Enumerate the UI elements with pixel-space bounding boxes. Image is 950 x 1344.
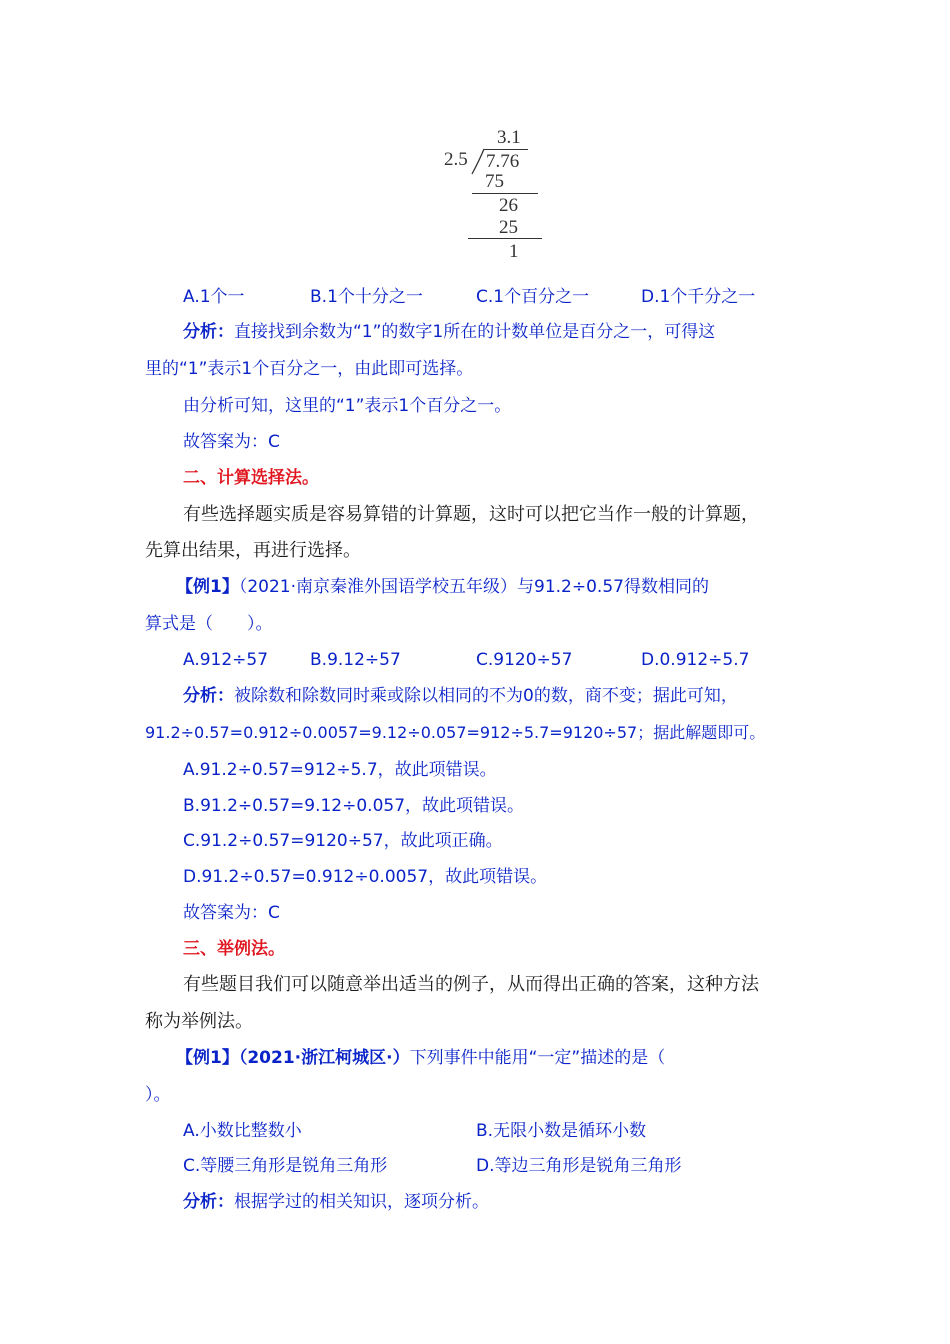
q0-option-d[interactable]: D.1个千分之一 xyxy=(641,287,756,307)
section2-heading: 二、计算选择法。 xyxy=(183,468,319,488)
ex1-check-a: A.91.2÷0.57=912÷5.7，故此项错误。 xyxy=(183,760,497,780)
ex1-stem-line2: 算式是（ ）。 xyxy=(145,614,273,634)
section2-intro-line1: 有些选择题实质是容易算错的计算题，这时可以把它当作一般的计算题， xyxy=(183,504,759,525)
division-dividend: 7.76 xyxy=(486,151,520,172)
ex2-option-c[interactable]: C.等腰三角形是锐角三角形 xyxy=(183,1156,388,1176)
ex1-option-a[interactable]: A.912÷57 xyxy=(183,650,269,670)
division-rule-2 xyxy=(468,238,542,239)
ex2-option-d[interactable]: D.等边三角形是锐角三角形 xyxy=(476,1156,682,1176)
section3-intro-line1: 有些题目我们可以随意举出适当的例子，从而得出正确的答案，这种方法 xyxy=(183,974,759,995)
ex1-option-d[interactable]: D.0.912÷5.7 xyxy=(641,650,750,670)
q0-option-b[interactable]: B.1个十分之一 xyxy=(310,287,423,307)
ex1-stem-text: （2021·南京秦淮外国语学校五年级）与91.2÷0.57得数相同的 xyxy=(238,577,709,597)
q0-answer: 故答案为：C xyxy=(183,432,280,452)
q0-analysis-line2: 里的“1”表示1个百分之一，由此即可选择。 xyxy=(145,359,474,379)
ex2-stem-line1 xyxy=(176,1047,665,1069)
ex2-stem-line2: ）。 xyxy=(145,1085,171,1105)
ex2-analysis xyxy=(183,1191,489,1213)
q0-option-c[interactable]: C.1个百分之一 xyxy=(476,287,590,307)
division-quotient: 3.1 xyxy=(497,127,521,148)
q0-analysis-text: 直接找到余数为“1”的数字1所在的计数单位是百分之一，可得这 xyxy=(234,322,716,342)
q0-analysis-line1 xyxy=(183,321,715,343)
q0-analysis-label: 分析： xyxy=(183,322,234,342)
ex2-tag: 【例1】 xyxy=(176,1048,239,1068)
division-bar xyxy=(484,149,528,150)
ex1-check-c: C.91.2÷0.57=9120÷57，故此项正确。 xyxy=(183,831,503,851)
ex2-stem-text: 下列事件中能用“一定”描述的是（ xyxy=(409,1048,666,1068)
division-step-25: 25 xyxy=(499,217,518,238)
division-step-26: 26 xyxy=(499,195,518,216)
ex1-option-b[interactable]: B.9.12÷57 xyxy=(310,650,401,670)
ex1-answer: 故答案为：C xyxy=(183,903,280,923)
ex2-analysis-text: 根据学过的相关知识，逐项分析。 xyxy=(234,1192,489,1212)
section3-heading: 三、举例法。 xyxy=(183,939,285,959)
division-rule-1 xyxy=(472,193,538,194)
q0-option-a[interactable]: A.1个一 xyxy=(183,287,245,307)
ex2-analysis-label: 分析： xyxy=(183,1192,234,1212)
ex1-check-d: D.91.2÷0.57=0.912÷0.0057，故此项错误。 xyxy=(183,867,548,887)
division-step-75: 75 xyxy=(485,171,504,192)
section2-intro-line2: 先算出结果，再进行选择。 xyxy=(145,540,361,561)
ex2-source: （2021·浙江柯城区·） xyxy=(238,1048,410,1068)
ex1-check-b: B.91.2÷0.57=9.12÷0.057，故此项错误。 xyxy=(183,796,525,816)
section3-intro-line2: 称为举例法。 xyxy=(145,1011,253,1032)
ex1-analysis-label: 分析： xyxy=(183,686,234,706)
division-remainder: 1 xyxy=(509,241,519,262)
ex2-option-a[interactable]: A.小数比整数小 xyxy=(183,1121,302,1141)
ex2-option-b[interactable]: B.无限小数是循环小数 xyxy=(476,1121,647,1141)
q0-conclusion: 由分析可知，这里的“1”表示1个百分之一。 xyxy=(183,396,512,416)
ex1-analysis-text: 被除数和除数同时乘或除以相同的不为0的数，商不变；据此可知， xyxy=(234,686,738,706)
ex1-stem-line1 xyxy=(176,576,709,598)
ex1-analysis-line1 xyxy=(183,685,738,707)
division-divisor: 2.5 xyxy=(444,149,468,170)
ex1-tag: 【例1】 xyxy=(176,577,239,597)
ex1-option-c[interactable]: C.9120÷57 xyxy=(476,650,573,670)
ex1-analysis-line2: 91.2÷0.57=0.912÷0.0057=9.12÷0.057=912÷5.7=9120÷57；据此解题即可。 xyxy=(145,723,766,742)
